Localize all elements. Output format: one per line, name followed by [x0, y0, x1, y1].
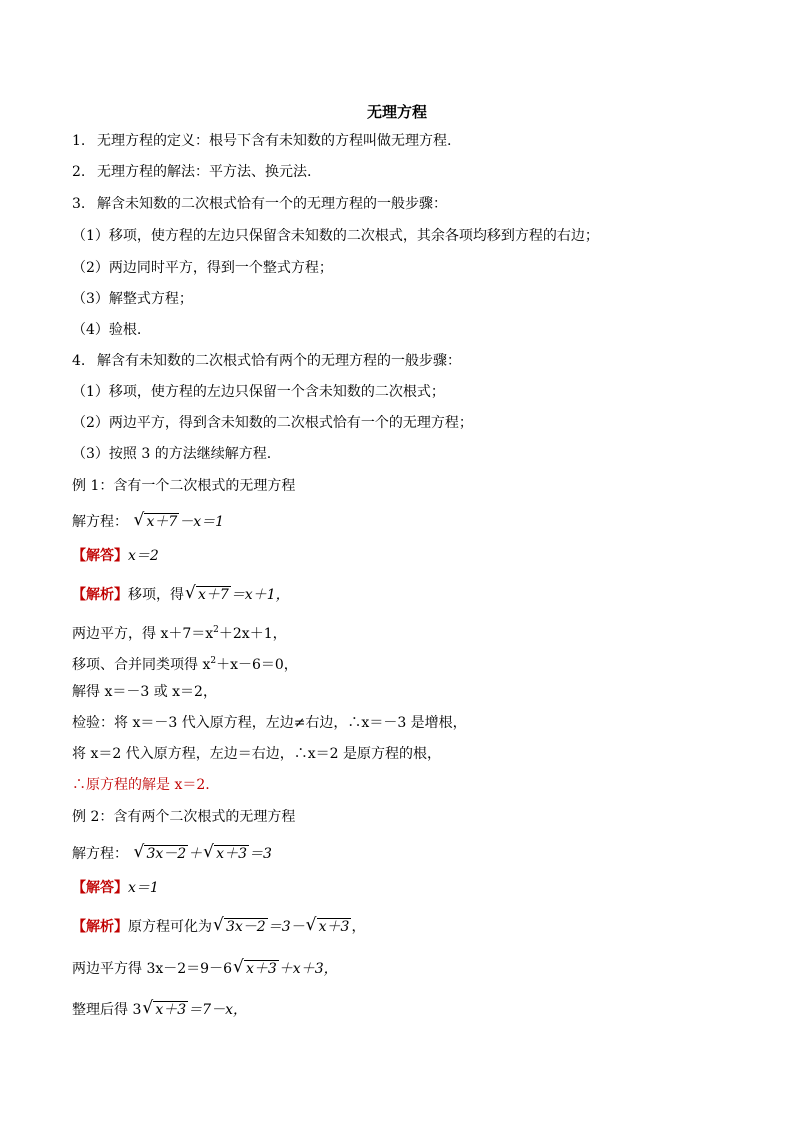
analysis-text: 原方程可化为: [128, 919, 212, 935]
radical-sign: √: [305, 915, 317, 935]
item-text: 解含有未知数的二次根式恰有两个的无理方程的一般步骤：: [97, 353, 461, 369]
item-text: 无理方程的解法：平方法、换元法.: [97, 164, 312, 180]
sqrt-expression-2: [306, 917, 352, 937]
analysis-text: 移项，得: [128, 587, 184, 603]
item-number: 2.: [72, 164, 86, 180]
analysis-text: 移项、合并同类项得 x: [72, 657, 211, 673]
item-number: 3.: [72, 196, 86, 212]
example-2-problem: [72, 844, 272, 864]
example-1-analysis-2: [72, 620, 287, 644]
plus-sign: ＋: [188, 846, 203, 862]
item-text: 无理方程的定义：根号下含有未知数的方程叫做无理方程.: [97, 133, 452, 149]
radicand: x＋7: [146, 514, 178, 530]
equation-rest: ＝7－x，: [188, 1002, 247, 1018]
problem-label: 解方程：: [72, 514, 128, 530]
example-1-analysis-1: [72, 585, 290, 605]
step3-1: （1）移项，使方程的左边只保留含未知数的二次根式，其余各项均移到方程的右边；: [72, 228, 599, 244]
example-1-analysis-5: 检验：将 x＝－3 代入原方程，左边≠右边，∴x＝－3 是增根，: [72, 715, 467, 731]
sqrt-expression-1: [213, 917, 268, 937]
equation-rest: ＝x＋1，: [230, 587, 290, 603]
sqrt-expression: [185, 585, 231, 605]
equation-rest: ＋x＋3，: [278, 961, 338, 977]
answer-tag: 【解答】: [72, 880, 128, 896]
analysis-text: 两边平方得 3x－2＝9－6: [72, 961, 232, 977]
example-2-analysis-1: [72, 917, 365, 937]
item-number: 1.: [72, 133, 86, 149]
example-1-analysis-6: 将 x＝2 代入原方程，左边＝右边，∴x＝2 是原方程的根，: [72, 746, 441, 762]
example-1-conclusion: ∴原方程的解是 x＝2.: [72, 777, 210, 793]
page-title: 无理方程: [366, 103, 427, 121]
step4-1: （1）移项，使方程的左边只保留一个含未知数的二次根式；: [72, 384, 445, 400]
example-1-analysis-4: 解得 x＝－3 或 x＝2，: [72, 684, 217, 700]
example-1-heading: 例 1：含有一个二次根式的无理方程: [72, 478, 296, 494]
exponent: 2: [213, 625, 219, 635]
answer-tag: 【解答】: [72, 548, 128, 564]
analysis-text: 整理后得 3: [72, 1002, 142, 1018]
example-1-analysis-3: [72, 651, 298, 675]
item-3: [72, 194, 447, 214]
radical-sign: √: [232, 957, 244, 977]
radicand: x＋3: [245, 961, 277, 977]
radical-sign: √: [213, 915, 224, 935]
example-1-answer: [72, 546, 159, 566]
analysis-text-rest: ＋2x＋1，: [218, 626, 287, 642]
answer-value: x＝2: [128, 548, 159, 564]
example-2-answer: [72, 878, 159, 898]
radicand: x＋7: [198, 587, 229, 603]
sqrt-expression: [133, 512, 179, 532]
step4-3: （3）按照 3 的方法继续解方程.: [72, 446, 272, 462]
analysis-text: 两边平方，得 x＋7＝x: [72, 626, 214, 642]
exponent: 2: [210, 656, 217, 666]
radicand: x＋3: [216, 846, 247, 862]
analysis-tag: 【解析】: [72, 919, 128, 935]
sqrt-expression: [233, 959, 279, 979]
item-2: [72, 162, 311, 182]
radical-sign: √: [203, 842, 215, 862]
radical-sign: √: [185, 583, 196, 603]
item-1: [72, 131, 451, 151]
example-1-problem: [72, 512, 224, 532]
equation-middle: ＝3－: [267, 919, 305, 935]
problem-label: 解方程：: [72, 846, 128, 862]
sqrt-expression: [142, 1000, 188, 1020]
radicand: x＋3: [155, 1002, 187, 1018]
example-2-heading: 例 2：含有两个二次根式的无理方程: [72, 809, 296, 825]
radicand: x＋3: [318, 919, 350, 935]
step3-2: （2）两边同时平方，得到一个整式方程；: [72, 260, 333, 276]
equation-rest: －x＝1: [179, 514, 225, 530]
analysis-text-rest: ＋x－6＝0，: [216, 657, 298, 673]
radicand: 3x－2: [226, 919, 266, 935]
radical-sign: √: [133, 510, 145, 530]
radical-sign: √: [133, 842, 145, 862]
sqrt-expression-1: [133, 844, 188, 864]
example-2-analysis-2: [72, 959, 338, 979]
radicand: 3x－2: [146, 846, 187, 862]
answer-value: x＝1: [128, 880, 159, 896]
item-number: 4.: [72, 353, 86, 369]
step3-4: （4）验根.: [72, 322, 142, 338]
example-2-analysis-3: [72, 1000, 247, 1020]
radical-sign: √: [142, 998, 154, 1018]
step3-3: （3）解整式方程；: [72, 291, 193, 307]
item-4: [72, 351, 461, 371]
sqrt-expression-2: [203, 844, 249, 864]
step4-2: （2）两边平方，得到含未知数的二次根式恰有一个的无理方程；: [72, 415, 473, 431]
item-text: 解含未知数的二次根式恰有一个的无理方程的一般步骤：: [97, 196, 447, 212]
equation-rest: ，: [351, 919, 366, 935]
analysis-tag: 【解析】: [72, 587, 128, 603]
equation-rest: ＝3: [248, 846, 272, 862]
